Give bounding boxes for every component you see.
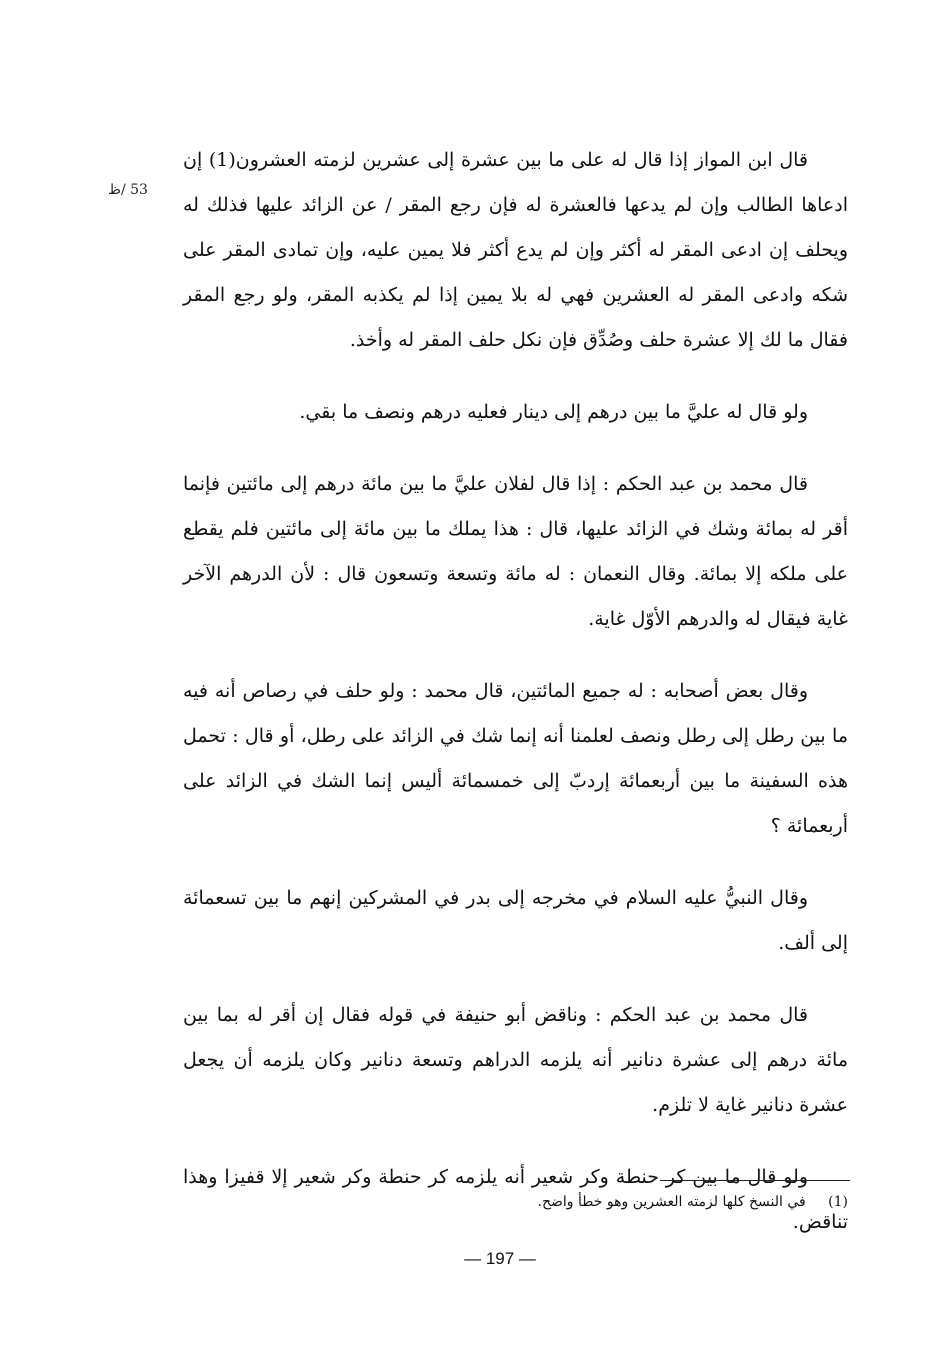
- footnote-divider: [660, 1180, 850, 1181]
- footnote: [420, 1194, 848, 1210]
- footnote-number: (1): [828, 1194, 848, 1210]
- body-text: [183, 138, 848, 1245]
- manuscript-folio-marker: 53 /ظ: [108, 182, 148, 198]
- paragraph: قال محمد بن عبد الحكم : إذا قال لفلان عليَّ ما بين مائة درهم إلى مائتين فإنما أقر له بمائة وشك في الزائد عليها، قال : هذا يملك ما بين مائة إلى مائتين فلم يقطع على ملكه إلا بمائة. وقال النعمان : له مائة وتسعة وتسعون قال : لأن الدرهم الآخر غاية فيقال له والدرهم الأوّل غاية.: [183, 473, 848, 630]
- footnote-text: في النسخ كلها لزمته العشرين وهو خطأ واضح.: [537, 1194, 806, 1210]
- paragraph: وقال بعض أصحابه : له جميع المائتين، قال محمد : ولو حلف في رصاص أنه فيه ما بين رطل إلى رطل ونصف لعلمنا أنه إنما شك في الزائد على رطل، أو قال : تحمل هذه السفينة ما بين أربعمائة إردبّ إلى خمسمائة أليس إنما الشك في الزائد على أربعمائة ؟: [183, 680, 848, 837]
- paragraph: وقال النبيُّ عليه السلام في مخرجه إلى بدر في المشركين إنهم ما بين تسعمائة إلى ألف.: [183, 887, 848, 954]
- paragraph: ولو قال ما بين كر حنطة وكر شعير أنه يلزمه كر حنطة وكر شعير إلا قفيزا وهذا تناقض.: [183, 1166, 848, 1233]
- page-number: — 197 —: [464, 1249, 536, 1268]
- paragraph: قال ابن المواز إذا قال له على ما بين عشرة إلى عشرين لزمته العشرون(1) إن ادعاها الطالب وإن لم يدعها فالعشرة له فإن رجع المقر / عن الزائد عليها فذلك له ويحلف إن ادعى المقر له أكثر وإن لم يدع أكثر فلا يمين عليه، وإن تمادى المقر على شكه وادعى المقر له العشرين فهي له بلا يمين إذا لم يكذبه المقر، ولو رجع المقر فقال ما لك إلا عشرة حلف وصُدِّق فإن نكل حلف المقر له وأخذ.: [183, 149, 848, 351]
- paragraph: ولو قال له عليَّ ما بين درهم إلى دينار فعليه درهم ونصف ما بقي.: [299, 401, 808, 423]
- paragraph: قال محمد بن عبد الحكم : وناقض أبو حنيفة في قوله فقال إن أقر له بما بين مائة درهم إلى عشرة دنانير أنه يلزمه الدراهم وتسعة دنانير وكان يلزمه أن يجعل عشرة دنانير غاية لا تلزم.: [183, 1004, 848, 1116]
